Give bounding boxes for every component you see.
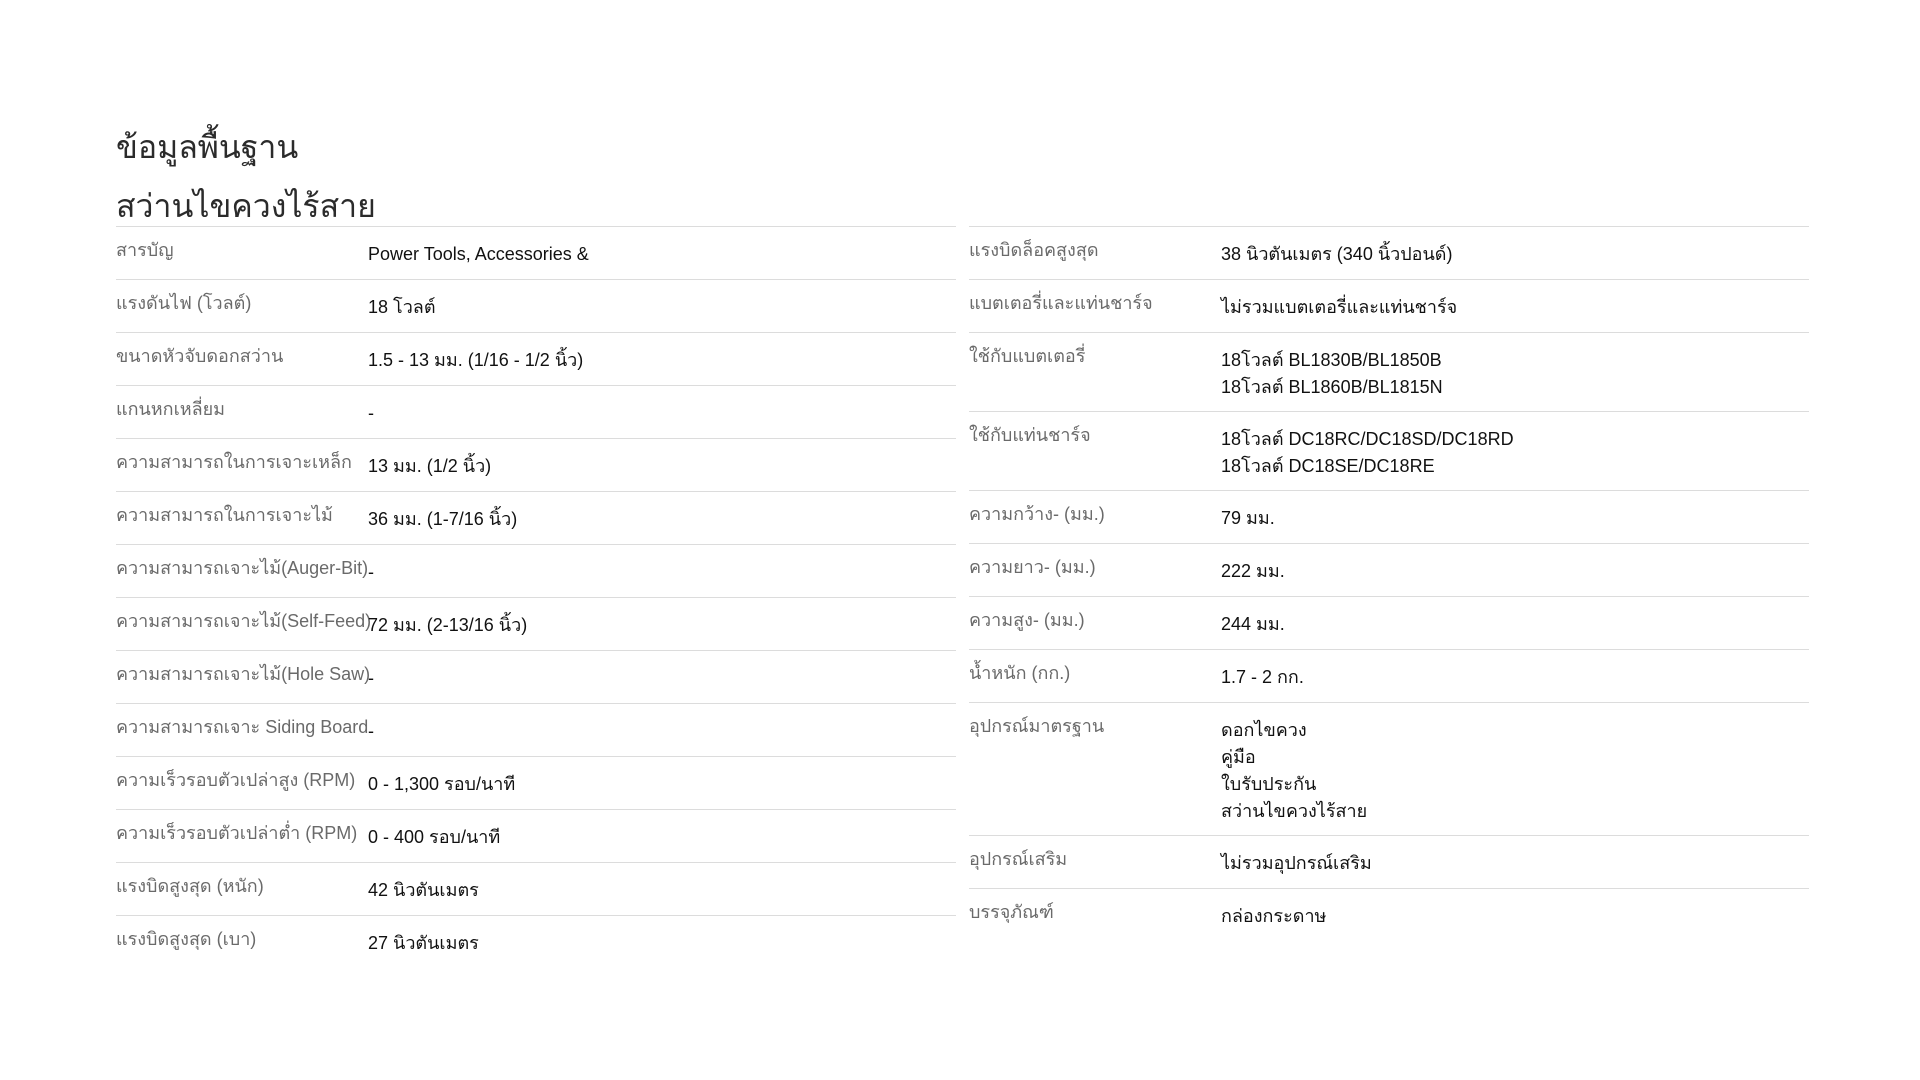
spec-value-line: 79 มม. — [1221, 508, 1275, 528]
spec-value — [368, 926, 479, 958]
spec-label: แรงบิดสูงสุด (เบา) — [116, 929, 257, 949]
spec-row — [116, 703, 956, 756]
spec-value-line: 222 มม. — [1221, 561, 1285, 581]
spec-label: ความสามารถเจาะไม้(Hole Saw) — [116, 664, 371, 684]
spec-value — [368, 714, 374, 746]
spec-row — [116, 385, 956, 438]
spec-value-line: กล่องกระดาษ — [1221, 906, 1327, 926]
spec-value-line: ไม่รวมอุปกรณ์เสริม — [1221, 853, 1372, 873]
spec-label: ความสามารถเจาะ Siding Board — [116, 717, 369, 737]
spec-value — [1221, 607, 1285, 639]
spec-value-line: 27 นิวตันเมตร — [368, 933, 479, 953]
spec-value — [368, 237, 589, 269]
spec-label: สารบัญ — [116, 240, 174, 260]
spec-label: ความเร็วรอบตัวเปล่าสูง (RPM) — [116, 770, 356, 790]
spec-label: อุปกรณ์มาตรฐาน — [969, 716, 1105, 736]
spec-row — [116, 597, 956, 650]
spec-label: ความยาว- (มม.) — [969, 557, 1096, 577]
spec-value — [1221, 846, 1372, 878]
spec-value — [1221, 899, 1326, 931]
spec-value — [368, 555, 374, 587]
spec-label: ความกว้าง- (มม.) — [969, 504, 1105, 524]
section-title: ข้อมูลพื้นฐาน — [116, 129, 299, 165]
spec-row — [116, 226, 956, 279]
spec-row — [116, 756, 956, 809]
spec-row — [969, 649, 1809, 702]
spec-value-line: สว่านไขควงไร้สาย — [1221, 801, 1368, 821]
spec-label: บรรจุภัณฑ์ — [969, 902, 1054, 922]
spec-row — [969, 279, 1809, 332]
spec-value-line: 18 โวลต์ — [368, 297, 436, 317]
spec-value — [368, 343, 583, 375]
spec-label: แบตเตอรี่และแท่นชาร์จ — [969, 293, 1153, 313]
spec-column-left — [116, 226, 956, 968]
spec-label: แรงบิดล็อคสูงสุด — [969, 240, 1099, 260]
spec-row — [969, 835, 1809, 888]
spec-value-line: 13 มม. (1/2 นิ้ว) — [368, 456, 492, 476]
spec-label: อุปกรณ์เสริม — [969, 849, 1068, 869]
spec-value — [368, 396, 374, 428]
spec-row — [116, 491, 956, 544]
spec-label: ใช้กับแท่นชาร์จ — [969, 425, 1091, 445]
spec-label: น้ำหนัก (กก.) — [969, 663, 1071, 683]
spec-row — [116, 862, 956, 915]
spec-value — [1221, 343, 1443, 401]
spec-page — [116, 110, 1809, 968]
spec-row — [116, 279, 956, 332]
spec-value — [1221, 422, 1514, 480]
spec-row — [969, 411, 1809, 490]
spec-label: แรงบิดสูงสุด (หนัก) — [116, 876, 264, 896]
spec-value-line: 18โวลต์ BL1830B/BL1850B — [1221, 350, 1442, 370]
spec-value-line: 18โวลต์ DC18RC/DC18SD/DC18RD — [1221, 429, 1514, 449]
spec-value-line: - — [368, 562, 374, 582]
spec-value-line: 36 มม. (1-7/16 นิ้ว) — [368, 509, 518, 529]
spec-value — [1221, 660, 1304, 692]
spec-columns — [116, 226, 1809, 968]
spec-row — [116, 332, 956, 385]
spec-value-line: - — [368, 403, 374, 423]
spec-value-line: 0 - 1,300 รอบ/นาที — [368, 774, 516, 794]
spec-row — [969, 226, 1809, 279]
spec-value-line: คู่มือ — [1221, 747, 1256, 767]
spec-label: ความสามารถเจาะไม้(Self-Feed) — [116, 611, 372, 631]
spec-row — [969, 596, 1809, 649]
spec-value-line: 1.5 - 13 มม. (1/16 - 1/2 นิ้ว) — [368, 350, 584, 370]
spec-value — [368, 767, 515, 799]
spec-row — [116, 438, 956, 491]
spec-value-line: ดอกไขควง — [1221, 720, 1307, 740]
spec-row — [969, 888, 1809, 941]
spec-value — [368, 820, 500, 852]
spec-value-line: 244 มม. — [1221, 614, 1285, 634]
spec-value — [368, 502, 517, 534]
spec-row — [116, 544, 956, 597]
spec-label: ความสูง- (มม.) — [969, 610, 1085, 630]
spec-label: ความสามารถในการเจาะไม้ — [116, 505, 333, 525]
spec-value — [1221, 554, 1285, 586]
spec-row — [116, 809, 956, 862]
spec-value-line: 42 นิวตันเมตร — [368, 880, 479, 900]
product-type-title: สว่านไขควงไร้สาย — [116, 188, 376, 224]
spec-value-line: - — [368, 668, 374, 688]
spec-label: ความเร็วรอบตัวเปล่าต่ำ (RPM) — [116, 823, 358, 843]
spec-value-line: 1.7 - 2 กก. — [1221, 667, 1304, 687]
spec-value-line: Power Tools, Accessories & — [368, 244, 589, 264]
spec-row — [969, 332, 1809, 411]
spec-value — [1221, 237, 1452, 269]
spec-label: แกนหกเหลี่ยม — [116, 399, 226, 419]
spec-value — [368, 290, 436, 322]
spec-value-line: - — [368, 721, 374, 741]
spec-label: ความสามารถเจาะไม้(Auger-Bit) — [116, 558, 369, 578]
spec-label: ใช้กับแบตเตอรี่ — [969, 346, 1086, 366]
spec-value-line: ไม่รวมแบตเตอรี่และแท่นชาร์จ — [1221, 297, 1458, 317]
spec-label: แรงดันไฟ (โวลต์) — [116, 293, 252, 313]
spec-row — [116, 650, 956, 703]
spec-label: ขนาดหัวจับดอกสว่าน — [116, 346, 284, 366]
spec-value — [1221, 713, 1367, 825]
spec-value — [368, 608, 527, 640]
spec-row — [116, 915, 956, 968]
spec-value-line: 0 - 400 รอบ/นาที — [368, 827, 501, 847]
spec-value — [1221, 501, 1275, 533]
spec-label: ความสามารถในการเจาะเหล็ก — [116, 452, 352, 472]
spec-value — [1221, 290, 1457, 322]
spec-row — [969, 543, 1809, 596]
spec-value-line: 72 มม. (2-13/16 นิ้ว) — [368, 615, 528, 635]
spec-value — [368, 449, 491, 481]
spec-value — [368, 873, 479, 905]
spec-value-line: ใบรับประกัน — [1221, 774, 1317, 794]
spec-row — [969, 490, 1809, 543]
spec-value — [368, 661, 374, 693]
spec-value-line: 18โวลต์ BL1860B/BL1815N — [1221, 377, 1443, 397]
spec-column-right — [969, 226, 1809, 968]
spec-value-line: 18โวลต์ DC18SE/DC18RE — [1221, 456, 1435, 476]
spec-value-line: 38 นิวตันเมตร (340 นิ้วปอนด์) — [1221, 244, 1453, 264]
spec-row — [969, 702, 1809, 835]
